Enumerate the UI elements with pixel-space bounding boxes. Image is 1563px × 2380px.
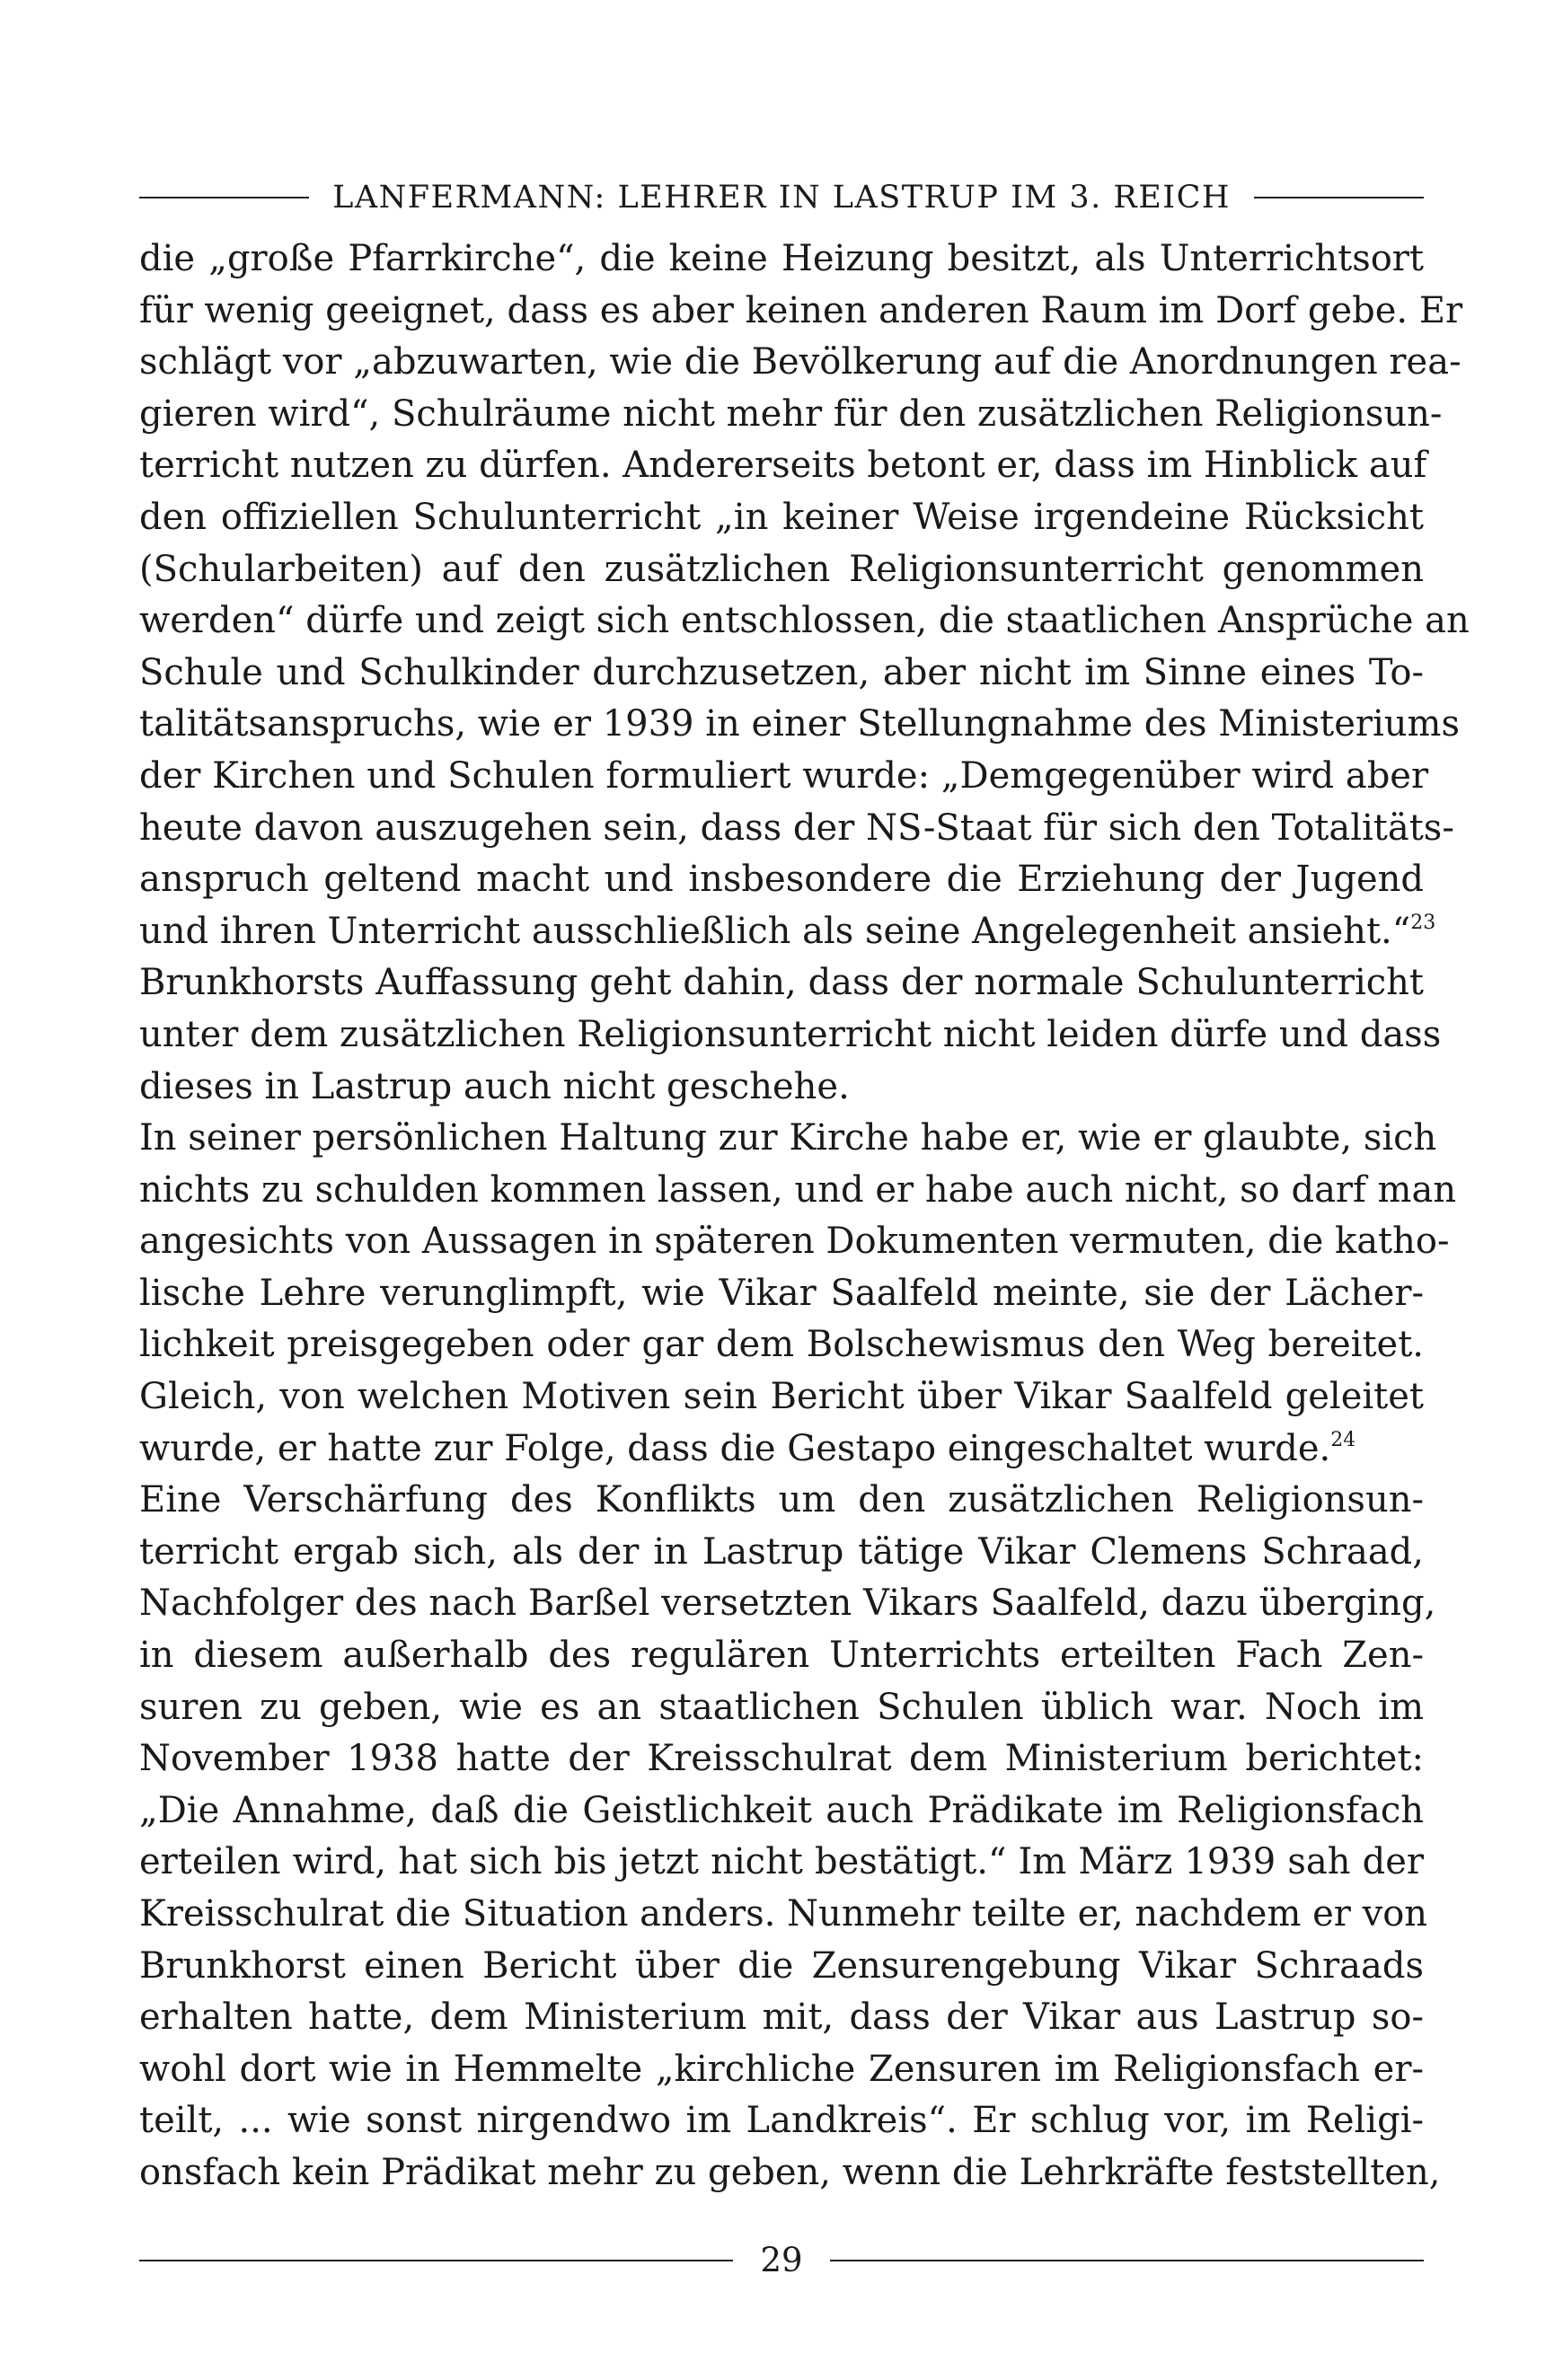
body-text — [139, 234, 1470, 2199]
text-line: werden“ dürfe und zeigt sich entschlossen, die staatlichen Ansprüche an — [139, 600, 1470, 642]
text-line: schlägt vor „abzuwarten, wie die Bevölkerung auf die Anordnungen rea- — [139, 341, 1461, 383]
text-line: Nachfolger des nach Barßel versetzten Vikars Saalfeld, dazu überging, — [139, 1582, 1436, 1625]
footnote-marker-24: 24 — [1330, 1428, 1356, 1451]
text-line-with-footnote — [139, 1424, 1424, 1476]
text-line: „Die Annahme, daß die Geistlichkeit auch Prädikate im Religionsfach — [139, 1789, 1424, 1831]
text-line: Brunkhorst einen Bericht über die Zensurengebung Vikar Schraads — [139, 1944, 1424, 1987]
text-line: lische Lehre verunglimpft, wie Vikar Saalfeld meinte, sie der Lächer- — [139, 1272, 1424, 1314]
text-line: dieses in Lastrup auch nicht geschehe. — [139, 1065, 850, 1107]
text-line: unter dem zusätzlichen Religionsunterricht nicht leiden dürfe und dass — [139, 1013, 1442, 1055]
text-line: erhalten hatte, dem Ministerium mit, dass der Vikar aus Lastrup so- — [139, 1997, 1424, 2039]
text-line: November 1938 hatte der Kreisschulrat dem Ministerium berichtet: — [139, 1738, 1424, 1780]
text-line: angesichts von Aussagen in späteren Dokumenten vermuten, die katho- — [139, 1221, 1450, 1263]
text-line: onsfach kein Prädikat mehr zu geben, wenn die Lehrkräfte feststellten, — [139, 2151, 1441, 2193]
text-segment: wurde, er hatte zur Folge, dass die Gestapo eingeschaltet wurde. — [139, 1427, 1331, 1469]
text-line: teilt, ... wie sonst nirgendwo im Landkreis“. Er schlug vor, im Religi- — [139, 2100, 1424, 2142]
text-line: In seiner persönlichen Haltung zur Kirche habe er, wie er glaubte, sich — [139, 1117, 1437, 1159]
text-line: nichts zu schulden kommen lassen, und er habe auch nicht, so darf man — [139, 1168, 1457, 1211]
running-head — [139, 175, 1424, 220]
text-line: terricht ergab sich, als der in Lastrup tätige Vikar Clemens Schraad, — [139, 1530, 1424, 1573]
text-line: Eine Verschärfung des Konflikts um den zusätzlichen Religionsun- — [139, 1479, 1424, 1521]
text-line: Schule und Schulkinder durchzusetzen, aber nicht im Sinne eines To- — [139, 651, 1424, 693]
text-line: den offiziellen Schulunterricht „in keiner Weise irgendeine Rücksicht — [139, 496, 1424, 538]
text-line: (Schularbeiten) auf den zusätzlichen Religionsunterricht genommen — [139, 548, 1424, 590]
running-head-title: LANFERMANN: LEHRER IN LASTRUP IM 3. REICH — [332, 180, 1231, 216]
text-line: erteilen wird, hat sich bis jetzt nicht bestätigt.“ Im März 1939 sah der — [139, 1841, 1424, 1883]
text-line: Gleich, von welchen Motiven sein Bericht über Vikar Saalfeld geleitet — [139, 1376, 1424, 1418]
text-line: Brunkhorsts Auffassung geht dahin, dass der normale Schulunterricht — [139, 962, 1424, 1004]
text-line: gieren wird“, Schulräume nicht mehr für den zusätzlichen Religionsun- — [139, 392, 1443, 435]
running-head-rule-right — [1254, 197, 1424, 198]
text-line: die „große Pfarrkirche“, die keine Heizung besitzt, als Unterrichtsort — [139, 238, 1424, 279]
text-line: der Kirchen und Schulen formuliert wurde: „Demgegenüber wird aber — [139, 754, 1429, 797]
text-line: anspruch geltend macht und insbesondere die Erziehung der Jugend — [139, 859, 1424, 901]
running-head-rule-left — [139, 197, 309, 198]
page-footer — [139, 2238, 1424, 2283]
text-segment: und ihren Unterricht ausschließlich als seine Angelegenheit ansieht.“ — [139, 910, 1411, 952]
text-line: lichkeit preisgegeben oder gar dem Bolschewismus den Weg bereitet. — [139, 1324, 1424, 1366]
text-line: heute davon auszugehen sein, dass der NS-Staat für sich den Totalitäts- — [139, 807, 1454, 849]
text-line: für wenig geeignet, dass es aber keinen anderen Raum im Dorf gebe. Er — [139, 289, 1463, 331]
text-line: suren zu geben, wie es an staatlichen Schulen üblich war. Noch im — [139, 1686, 1424, 1728]
text-line-with-footnote — [139, 906, 1436, 958]
text-line: terricht nutzen zu dürfen. Andererseits betont er, dass im Hinblick auf — [139, 445, 1427, 487]
footnote-marker-23: 23 — [1410, 911, 1436, 934]
text-line: wohl dort wie in Hemmelte „kirchliche Zensuren im Religionsfach er- — [139, 2048, 1424, 2090]
footer-rule-left — [139, 2260, 733, 2261]
text-line: Kreisschulrat die Situation anders. Nunmehr teilte er, nachdem er von — [139, 1893, 1428, 1935]
text-line: talitätsanspruchs, wie er 1939 in einer Stellungnahme des Ministeriums — [139, 703, 1460, 745]
page-number: 29 — [760, 2241, 803, 2279]
footer-rule-right — [830, 2260, 1424, 2261]
text-line: in diesem außerhalb des regulären Unterrichts erteilten Fach Zen- — [139, 1635, 1424, 1677]
